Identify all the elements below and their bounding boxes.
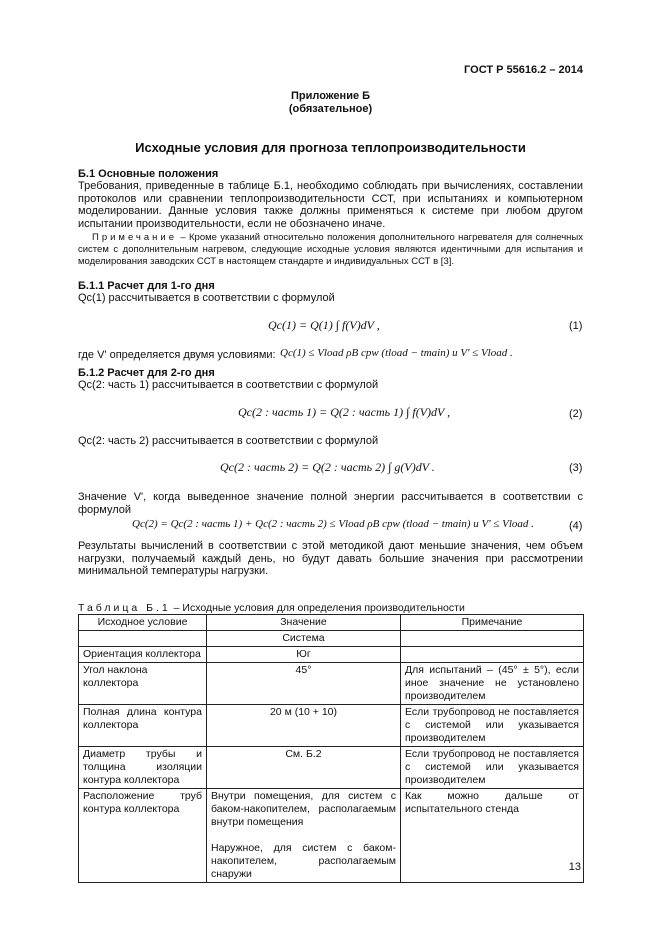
section-b1-note (78, 232, 583, 268)
table-cell-part: Внутри помещения, для систем с баком-накопителем, располагаемым внутри помещения (211, 790, 396, 828)
formula-2-number: (2) (569, 408, 583, 420)
table-cell (401, 647, 584, 663)
note-label: Примечание (92, 232, 177, 243)
formula-3: Qc(2 : часть 2) = Q(2 : часть 2) ∫ g(V)dV . (220, 460, 435, 474)
table-cell: 45° (207, 663, 401, 705)
table-row (79, 705, 584, 747)
table-cell (207, 789, 401, 883)
table-cell: Ориентация коллектора (79, 647, 207, 663)
formula-2: Qc(2 : часть 1) = Q(2 : часть 1) ∫ f(V)dV , (238, 405, 451, 419)
table-caption (78, 602, 465, 614)
table-row (79, 647, 584, 663)
note-text: – Кроме указаний относительно положения дополнительного нагревателя для солнечных систем с дополнительным нагревом, следующие исходные условия являются идентичными для испытания и моделирования заводских ССТ в настоящем стандарте и индивидуальных ССТ в [3]. (78, 232, 584, 267)
b11-intro: Qc(1) рассчитывается в соответствии с формулой (78, 292, 335, 304)
formula-4-number: (4) (569, 520, 583, 532)
section-heading-b12: Б.1.2 Расчет для 2-го дня (78, 367, 215, 379)
b12-paragraph: Результаты вычислений в соответствии с этой методикой дают меньшие значения, чем объем нагрузки, получаемый каждый день, но будут давать большие значения при рассмотрении минимальной температуры нагрузки. (78, 540, 583, 578)
table-cell: Расположение труб контура коллектора (79, 789, 207, 883)
table-caption-text: – Исходные условия для определения производительности (173, 602, 465, 614)
b12-line3: Значение V', когда выведенное значение полной энергии рассчитывается в соответствии с формулой (78, 491, 583, 516)
b11-where-formula: Qc(1) ≤ Vload ρB cpw (tload − tmain) и V' ≤ Vload . (280, 347, 513, 359)
table-cell: Полная длина контура коллектора (79, 705, 207, 747)
table-header-row (79, 615, 584, 631)
section-b1-paragraph: Требования, приведенные в таблице Б.1, необходимо соблюдать при вычислениях, составлении протоколов или сравнении теплопроизводительности ССТ, при испытаниях и компьютерном моделировании. Данные условия также должны применяться к системе при любом другом испытании производительности, если не обозначено иначе. (78, 180, 583, 230)
b12-line2: Qc(2: часть 2) рассчитывается в соответствии с формулой (78, 435, 379, 447)
table-header: Исходное условие (79, 615, 207, 631)
table-cell: Если трубопровод не поставляется с системой или указывается производителем (401, 705, 584, 747)
formula-1: Qc(1) = Q(1) ∫ f(V)dV , (268, 318, 380, 332)
table-row (79, 663, 584, 705)
appendix-title: Приложение Б (290, 90, 371, 102)
table-header: Значение (207, 615, 401, 631)
table-header: Примечание (401, 615, 584, 631)
table-cell: Как можно дальше от испытательного стенда (401, 789, 584, 883)
b12-line1: Qc(2: часть 1) рассчитывается в соответствии с формулой (78, 379, 379, 391)
table-caption-label: Таблица Б.1 (78, 602, 171, 614)
table-row (79, 747, 584, 789)
table-cell: Диаметр трубы и толщина изоляции контура коллектора (79, 747, 207, 789)
b11-where-prefix: где V' определяется двумя условиями: (78, 349, 276, 361)
table-cell: См. Б.2 (207, 747, 401, 789)
page-title: Исходные условия для прогноза теплопроизводительности (135, 140, 526, 155)
table-group-row (79, 631, 584, 647)
table-cell: Если трубопровод не поставляется с системой или указывается производителем (401, 747, 584, 789)
table-cell: Угол наклона коллектора (79, 663, 207, 705)
appendix-subtitle: (обязательное) (288, 103, 373, 115)
table-cell (79, 631, 207, 647)
table-row (79, 789, 584, 883)
formula-1-number: (1) (569, 320, 583, 332)
standard-number: ГОСТ Р 55616.2 – 2014 (464, 64, 583, 76)
table-group-label: Система (207, 631, 401, 647)
table-cell-part: Наружное, для систем с баком-накопителем, располагаемым снаружи (211, 842, 396, 880)
page-number: 13 (568, 861, 581, 873)
table-cell: 20 м (10 + 10) (207, 705, 401, 747)
formula-3-number: (3) (569, 462, 583, 474)
table-cell: Юг (207, 647, 401, 663)
table-cell (401, 631, 584, 647)
table-cell: Для испытаний – (45° ± 5°), если иное значение не установлено производителем (401, 663, 584, 705)
section-heading-b11: Б.1.1 Расчет для 1-го дня (78, 280, 215, 292)
section-heading-b1: Б.1 Основные положения (78, 168, 219, 180)
formula-4: Qc(2) = Qc(2 : часть 1) + Qc(2 : часть 2) ≤ Vload ρB cpw (tload − tmain) и V' ≤ Vload . (132, 518, 534, 530)
conditions-table (78, 614, 584, 883)
